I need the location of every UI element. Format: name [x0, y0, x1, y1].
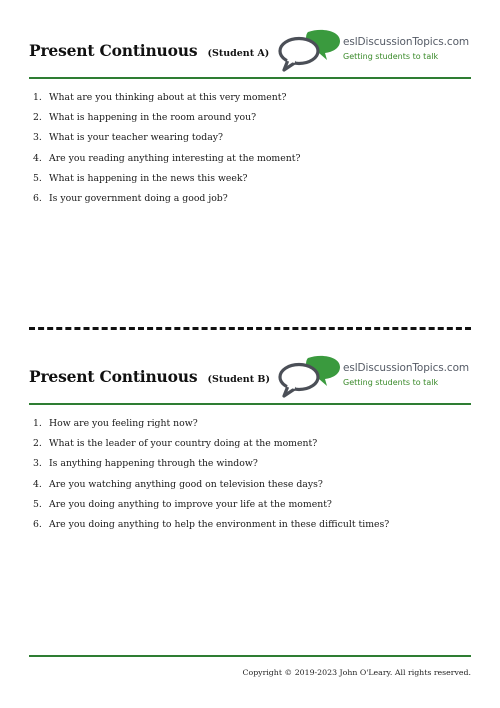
question-text: What are you thinking about at this very moment?	[49, 92, 287, 103]
question-text: What is happening in the news this week?	[49, 172, 248, 184]
section-student-b	[29, 354, 471, 530]
brand-tagline: Getting students to talk	[343, 52, 439, 61]
question-number: 5.	[33, 498, 42, 510]
question-text: Is anything happening through the window?	[49, 458, 258, 470]
question-number: 4.	[33, 152, 42, 164]
section-header	[29, 354, 471, 404]
question-text: Are you reading anything interesting at the moment?	[49, 152, 301, 164]
list-item	[33, 132, 300, 152]
list-item	[33, 173, 300, 193]
page-title: Present Continuous	[29, 367, 198, 386]
brand-name: eslDiscussionTopics.com	[343, 36, 470, 48]
list-item	[33, 153, 300, 173]
cut-line-divider	[29, 327, 471, 330]
list-item	[33, 499, 389, 519]
section-student-a	[29, 28, 471, 204]
title-block	[29, 41, 269, 60]
page-title: Present Continuous	[29, 41, 198, 60]
question-number: 6.	[33, 518, 42, 530]
list-item	[33, 92, 300, 112]
question-text: Are you doing anything to help the environment in these difficult times?	[49, 518, 390, 530]
question-number: 1.	[33, 418, 42, 429]
student-label: (Student A)	[207, 48, 270, 59]
copyright-notice: Copyright © 2019-2023 John O'Leary. All rights reserved.	[242, 668, 471, 677]
list-item	[33, 193, 300, 213]
question-text: Is your government doing a good job?	[49, 192, 228, 204]
question-text: Are you watching anything good on television these days?	[49, 478, 323, 490]
question-text: What is the leader of your country doing at the moment?	[49, 438, 318, 450]
title-block	[29, 367, 270, 386]
brand-name: eslDiscussionTopics.com	[343, 362, 470, 374]
question-text: How are you feeling right now?	[49, 418, 198, 429]
brand-tagline: Getting students to talk	[343, 378, 439, 387]
question-text: What is your teacher wearing today?	[49, 132, 223, 144]
section-header	[29, 28, 471, 78]
question-number: 6.	[33, 192, 42, 204]
question-text: What is happening in the room around you?	[49, 112, 257, 124]
footer-divider	[29, 655, 471, 657]
list-item	[33, 519, 389, 539]
question-number: 3.	[33, 132, 42, 144]
list-item	[33, 112, 300, 132]
question-number: 3.	[33, 458, 42, 470]
header-divider	[29, 403, 471, 405]
list-item	[33, 458, 389, 478]
list-item	[33, 438, 389, 458]
header-divider	[29, 77, 471, 79]
question-list	[33, 418, 389, 539]
question-number: 5.	[33, 172, 42, 184]
list-item	[33, 418, 389, 438]
question-text: Are you doing anything to improve your life at the moment?	[49, 498, 332, 510]
question-number: 2.	[33, 112, 42, 124]
question-number: 2.	[33, 438, 42, 450]
question-number: 4.	[33, 478, 42, 490]
list-item	[33, 479, 389, 499]
speech-bubbles-icon	[278, 28, 342, 74]
question-number: 1.	[33, 92, 42, 103]
speech-bubbles-icon	[278, 354, 342, 400]
student-label: (Student B)	[207, 374, 270, 385]
question-list	[33, 92, 300, 213]
